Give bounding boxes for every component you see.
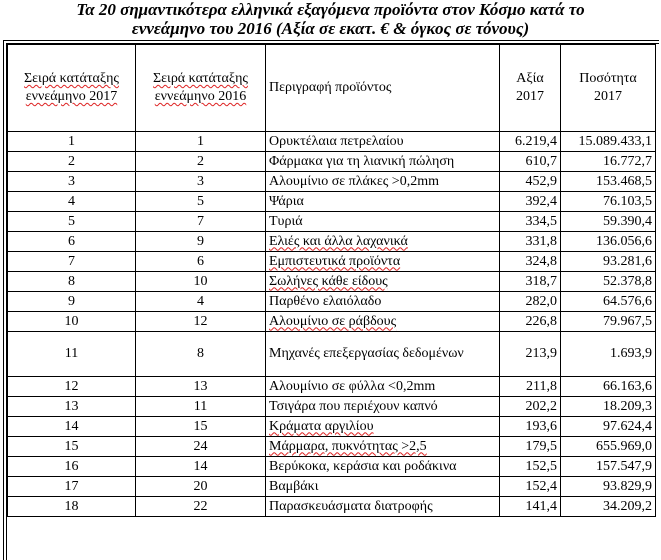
rank-2016-cell: 24 <box>136 437 266 457</box>
value-cell: 331,8 <box>500 232 561 252</box>
value-cell: 152,4 <box>500 477 561 497</box>
rank-2016-cell: 4 <box>136 292 266 312</box>
header-rank-2016: Σειρά κατάταξης εννεάμηνο 2016 <box>136 45 266 132</box>
rank-2016-cell: 11 <box>136 397 266 417</box>
value-cell: 152,5 <box>500 457 561 477</box>
rank-2016-cell: 2 <box>136 152 266 172</box>
rank-2017-cell: 4 <box>8 192 136 212</box>
quantity-cell: 15.089.433,1 <box>561 132 656 152</box>
quantity-cell: 153.468,5 <box>561 172 656 192</box>
description-cell: Βερύκοκα, κεράσια και ροδάκινα <box>266 457 500 477</box>
quantity-cell: 1.693,9 <box>561 332 656 377</box>
description-cell: Σωλήνες κάθε είδους <box>266 272 500 292</box>
rank-2016-cell: 1 <box>136 132 266 152</box>
rank-2017-cell: 3 <box>8 172 136 192</box>
value-cell: 324,8 <box>500 252 561 272</box>
header-rank-2017: Σειρά κατάταξης εννεάμηνο 2017 <box>8 45 136 132</box>
header-row <box>8 45 656 132</box>
table-row <box>8 232 656 252</box>
table-row <box>8 272 656 292</box>
rank-2016-cell: 12 <box>136 312 266 332</box>
rank-2016-cell: 20 <box>136 477 266 497</box>
value-cell: 213,9 <box>500 332 561 377</box>
rank-2017-cell: 1 <box>8 132 136 152</box>
table-row <box>8 397 656 417</box>
value-cell: 282,0 <box>500 292 561 312</box>
table-row <box>8 497 656 517</box>
description-cell: Παρασκευάσματα διατροφής <box>266 497 500 517</box>
quantity-cell: 93.281,6 <box>561 252 656 272</box>
rank-2017-cell: 18 <box>8 497 136 517</box>
rank-2017-cell: 7 <box>8 252 136 272</box>
description-cell: Μάρμαρα, πυκνότητας >2,5 <box>266 437 500 457</box>
table-body <box>8 132 656 517</box>
table-row <box>8 312 656 332</box>
description-cell: Αλουμίνιο σε ράβδους <box>266 312 500 332</box>
table-row <box>8 192 656 212</box>
rank-2017-cell: 8 <box>8 272 136 292</box>
value-cell: 610,7 <box>500 152 561 172</box>
rank-2017-cell: 16 <box>8 457 136 477</box>
rank-2017-cell: 13 <box>8 397 136 417</box>
page-title <box>0 0 661 38</box>
rank-2016-cell: 8 <box>136 332 266 377</box>
quantity-cell: 52.378,8 <box>561 272 656 292</box>
value-cell: 141,4 <box>500 497 561 517</box>
title-line-1: Τα 20 σημαντικότερα ελληνικά εξαγόμενα προϊόντα στον Κόσμο κατά το <box>76 0 585 19</box>
value-cell: 202,2 <box>500 397 561 417</box>
value-cell: 452,9 <box>500 172 561 192</box>
header-description: Περιγραφή προϊόντος <box>266 45 500 132</box>
value-cell: 211,8 <box>500 377 561 397</box>
rank-2016-cell: 10 <box>136 272 266 292</box>
rank-2017-cell: 11 <box>8 332 136 377</box>
table-row <box>8 377 656 397</box>
table-row <box>8 212 656 232</box>
header-quantity: Ποσότητα 2017 <box>561 45 656 132</box>
rank-2016-cell: 9 <box>136 232 266 252</box>
description-cell: Φάρμακα για τη λιανική πώληση <box>266 152 500 172</box>
table-row <box>8 292 656 312</box>
table-row <box>8 437 656 457</box>
value-cell: 193,6 <box>500 417 561 437</box>
value-cell: 226,8 <box>500 312 561 332</box>
description-cell: Βαμβάκι <box>266 477 500 497</box>
table-row <box>8 417 656 437</box>
description-cell: Ψάρια <box>266 192 500 212</box>
rank-2017-cell: 9 <box>8 292 136 312</box>
quantity-cell: 157.547,9 <box>561 457 656 477</box>
rank-2016-cell: 7 <box>136 212 266 232</box>
value-cell: 6.219,4 <box>500 132 561 152</box>
rank-2017-cell: 15 <box>8 437 136 457</box>
quantity-cell: 66.163,6 <box>561 377 656 397</box>
table-row <box>8 332 656 377</box>
value-cell: 392,4 <box>500 192 561 212</box>
rank-2016-cell: 3 <box>136 172 266 192</box>
exports-table <box>7 44 656 517</box>
quantity-cell: 76.103,5 <box>561 192 656 212</box>
rank-2017-cell: 5 <box>8 212 136 232</box>
rank-2016-cell: 14 <box>136 457 266 477</box>
table-row <box>8 477 656 497</box>
description-cell: Εμπιστευτικά προϊόντα <box>266 252 500 272</box>
quantity-cell: 93.829,9 <box>561 477 656 497</box>
table-row <box>8 132 656 152</box>
table-row <box>8 152 656 172</box>
table-row <box>8 252 656 272</box>
rank-2016-cell: 13 <box>136 377 266 397</box>
rank-2017-cell: 10 <box>8 312 136 332</box>
value-cell: 179,5 <box>500 437 561 457</box>
quantity-cell: 97.624,4 <box>561 417 656 437</box>
quantity-cell: 16.772,7 <box>561 152 656 172</box>
title-line-2: εννεάμηνο του 2016 (Αξία σε εκατ. € & όγκος σε τόνους) <box>131 19 530 38</box>
description-cell: Παρθένο ελαιόλαδο <box>266 292 500 312</box>
rank-2017-cell: 2 <box>8 152 136 172</box>
quantity-cell: 655.969,0 <box>561 437 656 457</box>
rank-2016-cell: 5 <box>136 192 266 212</box>
description-cell: Ελιές και άλλα λαχανικά <box>266 232 500 252</box>
quantity-cell: 79.967,5 <box>561 312 656 332</box>
description-cell: Αλουμίνιο σε πλάκες >0,2mm <box>266 172 500 192</box>
quantity-cell: 34.209,2 <box>561 497 656 517</box>
description-cell: Μηχανές επεξεργασίας δεδομένων <box>266 332 500 377</box>
value-cell: 334,5 <box>500 212 561 232</box>
quantity-cell: 59.390,4 <box>561 212 656 232</box>
quantity-cell: 18.209,3 <box>561 397 656 417</box>
rank-2016-cell: 22 <box>136 497 266 517</box>
table-row <box>8 457 656 477</box>
rank-2017-cell: 14 <box>8 417 136 437</box>
description-cell: Κράματα αργιλίου <box>266 417 500 437</box>
value-cell: 318,7 <box>500 272 561 292</box>
rank-2016-cell: 6 <box>136 252 266 272</box>
rank-2017-cell: 6 <box>8 232 136 252</box>
quantity-cell: 136.056,6 <box>561 232 656 252</box>
table-row <box>8 172 656 192</box>
description-cell: Ορυκτέλαια πετρελαίου <box>266 132 500 152</box>
rank-2017-cell: 12 <box>8 377 136 397</box>
description-cell: Αλουμίνιο σε φύλλα <0,2mm <box>266 377 500 397</box>
description-cell: Τυριά <box>266 212 500 232</box>
description-cell: Τσιγάρα που περιέχουν καπνό <box>266 397 500 417</box>
rank-2017-cell: 17 <box>8 477 136 497</box>
quantity-cell: 64.576,6 <box>561 292 656 312</box>
header-value: Αξία 2017 <box>500 45 561 132</box>
rank-2016-cell: 15 <box>136 417 266 437</box>
